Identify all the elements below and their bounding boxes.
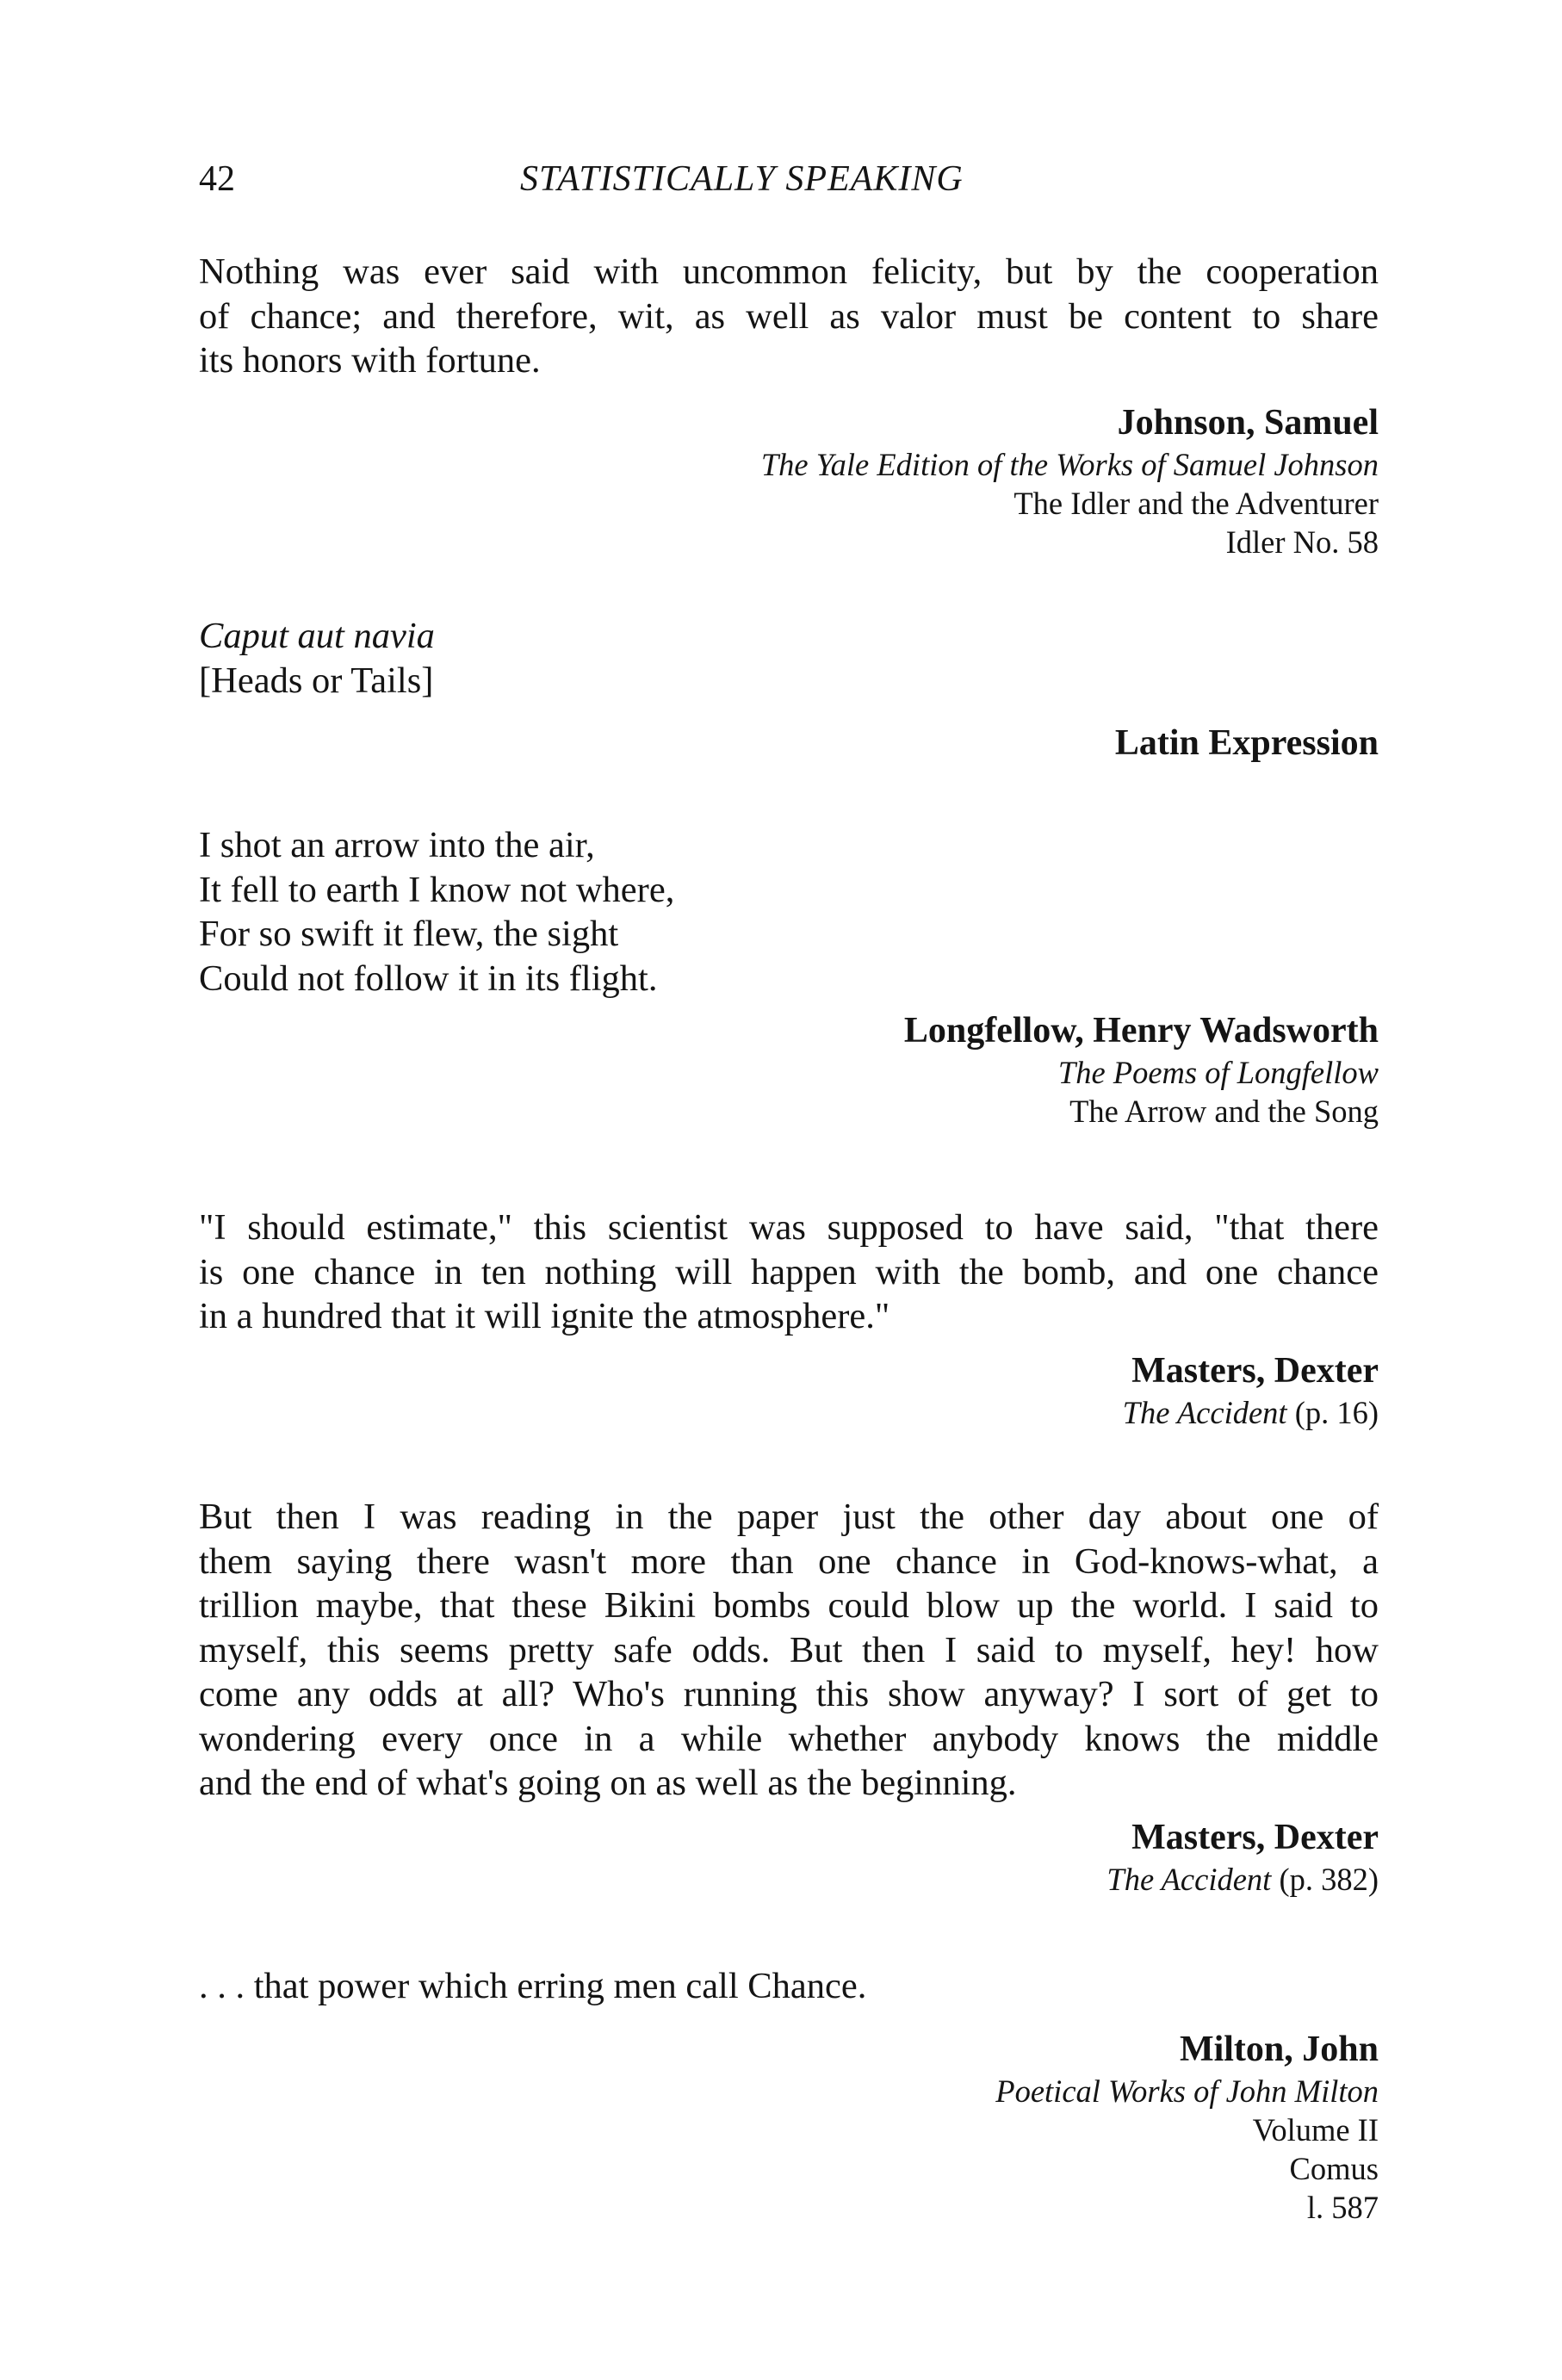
attribution [199,1349,1379,1432]
attribution [199,1816,1379,1899]
attribution [199,1009,1379,1131]
source-citation [199,1393,1379,1432]
source-detail: Comus [1289,2150,1379,2186]
source-detail: Idler No. 58 [1225,524,1379,560]
quote-line: is one chance in ten nothing will happen with the bomb, and one chance [199,1251,1379,1292]
page-number: 42 [199,159,235,199]
quote-text [199,1964,1379,2009]
source-detail: The Arrow and the Song [1069,1094,1379,1129]
quote-line: wondering every once in a while whether anybody knows the middle [199,1718,1379,1759]
source-detail: l. 587 [1306,2189,1379,2225]
attribution [199,2028,1379,2227]
source-page: (p. 382) [1271,1861,1379,1897]
author-name: Longfellow, Henry Wadsworth [903,1011,1379,1051]
author-name: Milton, John [1179,2029,1379,2069]
running-head: STATISTICALLY SPEAKING [520,159,964,199]
quote-line: For so swift it flew, the sight [199,914,619,954]
source-title: The Yale Edition of the Works of Samuel Johnson [760,446,1379,482]
quote-line: "I should estimate," this scientist was supposed to have said, "that there [199,1207,1379,1248]
attribution [199,401,1379,561]
quote-line: trillion maybe, that these Bikini bombs could blow up the world. I said to [199,1585,1379,1626]
quote-text [199,823,1379,1001]
source-page: (p. 16) [1286,1394,1379,1430]
quote-text [199,250,1379,383]
quote-line: . . . that power which erring men call Chance. [199,1966,867,2006]
quote-entry-johnson [199,250,1379,561]
attribution [199,722,1379,765]
quote-line: myself, this seems pretty safe odds. But then I said to myself, hey! how [199,1629,1379,1670]
quote-line: them saying there wasn't more than one chance in God-knows-what, a [199,1540,1379,1582]
author-name: Masters, Dexter [1131,1817,1379,1857]
quote-line: Nothing was ever said with uncommon felicity, but by the cooperation [199,251,1379,292]
quote-line: Could not follow it in its flight. [199,958,658,999]
author-name: Johnson, Samuel [1117,402,1379,443]
quote-entry-masters-1 [199,1205,1379,1432]
quote-entry-masters-2 [199,1495,1379,1899]
quote-line: its honors with fortune. [199,340,541,381]
quote-line: It fell to earth I know not where, [199,869,675,910]
source-title: The Accident [1122,1394,1287,1430]
quote-line: come any odds at all? Who's running this show anyway? I sort of get to [199,1674,1379,1714]
quote-text [199,1495,1379,1806]
source-title: Poetical Works of John Milton [995,2073,1379,2109]
author-name: Latin Expression [1114,723,1379,763]
quote-line: of chance; and therefore, wit, as well as valor must be content to share [199,295,1379,337]
quote-entry-milton [199,1964,1379,2227]
source-title: The Poems of Longfellow [1057,1055,1379,1090]
quote-entry-latin [199,614,1379,765]
quote-line: But then I was reading in the paper just the other day about one of [199,1497,1379,1537]
quote-line: Caput aut navia [199,616,435,656]
quote-line: I shot an arrow into the air, [199,825,595,865]
quote-line: in a hundred that it will ignite the atmosphere." [199,1296,890,1336]
quote-line: and the end of what's going on as well as the beginning. [199,1763,1017,1803]
author-name: Masters, Dexter [1131,1350,1379,1391]
quote-line: [Heads or Tails] [199,660,434,701]
quote-text [199,614,1379,703]
source-title: The Accident [1106,1861,1272,1897]
source-citation [199,1860,1379,1899]
page-header [0,153,1562,205]
source-detail: Volume II [1252,2111,1379,2148]
quote-entry-longfellow [199,823,1379,1131]
source-detail: The Idler and the Adventurer [1013,485,1379,521]
quote-text [199,1205,1379,1339]
